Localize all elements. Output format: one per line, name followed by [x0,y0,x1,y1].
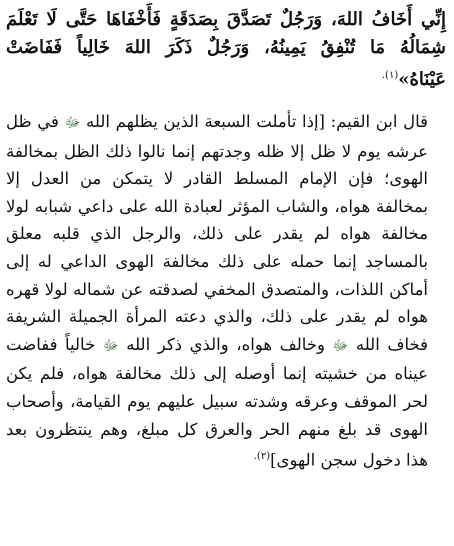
hadith-quote [6,6,446,94]
spacer [6,94,446,108]
ibn-qayyim-paragraph [6,108,446,474]
footnote-ref-2: (٢). [253,451,271,463]
honorific-glyph: ﷻ [102,337,119,354]
honorific-glyph: ﷻ [332,337,349,354]
hadith-text: إِنِّي أَخَافُ اللهَ، وَرَجُلٌ تَصَدَّقَ بِصَدَقَةٍ فَأَخْفَاهَا حَتَّى لَا تَعْلَمَ شِمَالُهُ مَا تُنْفِقُ يَمِينُهُ، وَرَجُلٌ ذَكَرَ اللهَ خَالِياً فَفَاضَتْ عَيْنَاهُ» [6,9,446,90]
paragraph-text-a: قال ابن القيم: [إذا تأملت السبعة الذين يظلهم الله [86,112,429,131]
paragraph-text-d: خالياً ففاضت عيناه من خشيته إنما أوصله إلى ذلك مخالفة هواه، فلم يكن لحر الموقف وعرقه وشدته سبيل عليهم يوم القيامة، وأصحاب الهوى قد بلغ منهم الحر والعرق كل مبلغ، وهم ينتظرون بعد هذا دخول سجن الهوى] [6,334,428,470]
paragraph-text-b: في ظل عرشه يوم لا ظل إلا ظله وجدتهم إنما نالوا ذلك الظل بمخالفة الهوى؛ فإن الإمام المسلط القادر لا يتمكن من العدل إلا بمخالفة هواه، والشاب المؤثر لعبادة الله على داعي شبابه لولا مخالفة هواه لم يقدر على ذلك، والرجل الذي قلبه معلق بالمساجد إنما حمله على ذلك مخالفة الهوى الداعي له إلى أماكن اللذات، والمتصدق المخفي لصدقته عن شماله لولا قهره هواه لم يقدر على ذلك، والذي دعته المرأة الجميلة الشريفة فخاف الله [6,112,429,354]
paragraph-text-c: وخالف هواه، والذي ذكر الله [126,334,325,354]
footnote-ref-1: (١). [381,70,399,81]
paragraph [6,108,446,474]
document-page [0,6,454,546]
honorific-glyph: ﷻ [64,115,81,131]
